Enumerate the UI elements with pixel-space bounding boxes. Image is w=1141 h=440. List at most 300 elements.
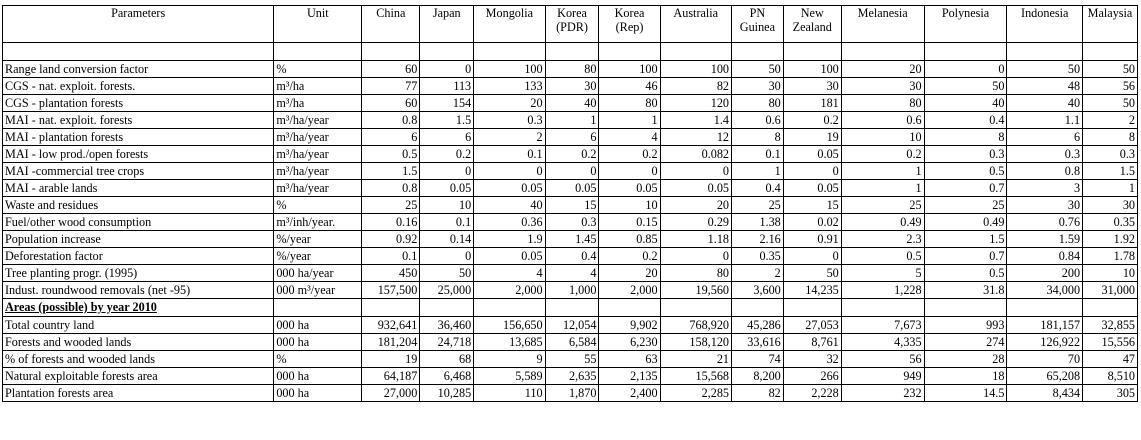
value-cell: 33,616 bbox=[732, 334, 784, 351]
value-cell: 0.05 bbox=[420, 180, 474, 197]
value-cell: 31.8 bbox=[924, 282, 1007, 299]
value-cell: 0.8 bbox=[1007, 163, 1083, 180]
value-cell: 50 bbox=[783, 265, 841, 282]
unit-cell: % bbox=[274, 61, 362, 78]
value-cell: 12 bbox=[660, 129, 731, 146]
value-cell: 0.35 bbox=[732, 248, 784, 265]
value-cell: 0.36 bbox=[474, 214, 545, 231]
value-cell: 0.05 bbox=[660, 180, 731, 197]
value-cell: 6,230 bbox=[599, 334, 660, 351]
column-header: Japan bbox=[420, 6, 474, 43]
column-header: Australia bbox=[660, 6, 731, 43]
value-cell: 7,673 bbox=[841, 317, 924, 334]
value-cell: 15 bbox=[783, 197, 841, 214]
value-cell: 8,510 bbox=[1083, 368, 1138, 385]
value-cell: 156,650 bbox=[474, 317, 545, 334]
empty-cell bbox=[841, 299, 924, 317]
column-header: New Zealand bbox=[783, 6, 841, 43]
value-cell: 64,187 bbox=[362, 368, 420, 385]
value-cell: 768,920 bbox=[660, 317, 731, 334]
unit-cell: %/year bbox=[274, 248, 362, 265]
value-cell: 0.85 bbox=[599, 231, 660, 248]
value-cell: 0.35 bbox=[1083, 214, 1138, 231]
value-cell: 8,434 bbox=[1007, 385, 1083, 402]
value-cell: 1 bbox=[732, 163, 784, 180]
empty-cell bbox=[732, 43, 784, 61]
value-cell: 0.14 bbox=[420, 231, 474, 248]
table-body bbox=[3, 43, 1138, 402]
value-cell: 40 bbox=[1007, 95, 1083, 112]
value-cell: 0 bbox=[420, 248, 474, 265]
unit-cell: m³/ha/year bbox=[274, 146, 362, 163]
value-cell: 15,568 bbox=[660, 368, 731, 385]
value-cell: 2 bbox=[732, 265, 784, 282]
unit-cell: m³/ha/year bbox=[274, 163, 362, 180]
value-cell: 1.4 bbox=[660, 112, 731, 129]
value-cell: 1,228 bbox=[841, 282, 924, 299]
value-cell: 20 bbox=[599, 265, 660, 282]
value-cell: 30 bbox=[1083, 197, 1138, 214]
parameter-cell: Deforestation factor bbox=[3, 248, 274, 265]
unit-cell: 000 ha bbox=[274, 368, 362, 385]
value-cell: 55 bbox=[545, 351, 599, 368]
table-row bbox=[3, 368, 1138, 385]
value-cell: 154 bbox=[420, 95, 474, 112]
value-cell: 100 bbox=[599, 61, 660, 78]
value-cell: 19 bbox=[362, 351, 420, 368]
value-cell: 30 bbox=[1007, 197, 1083, 214]
value-cell: 80 bbox=[545, 61, 599, 78]
value-cell: 0.4 bbox=[545, 248, 599, 265]
value-cell: 21 bbox=[660, 351, 731, 368]
value-cell: 34,000 bbox=[1007, 282, 1083, 299]
empty-cell bbox=[474, 299, 545, 317]
empty-cell bbox=[660, 43, 731, 61]
parameter-cell: MAI -commercial tree crops bbox=[3, 163, 274, 180]
parameter-cell: % of forests and wooded lands bbox=[3, 351, 274, 368]
value-cell: 0.5 bbox=[841, 248, 924, 265]
value-cell: 200 bbox=[1007, 265, 1083, 282]
value-cell: 4 bbox=[474, 265, 545, 282]
parameter-cell: MAI - arable lands bbox=[3, 180, 274, 197]
value-cell: 40 bbox=[924, 95, 1007, 112]
value-cell: 126,922 bbox=[1007, 334, 1083, 351]
value-cell: 5 bbox=[841, 265, 924, 282]
value-cell: 0.15 bbox=[599, 214, 660, 231]
value-cell: 60 bbox=[362, 95, 420, 112]
table-row bbox=[3, 385, 1138, 402]
value-cell: 6 bbox=[420, 129, 474, 146]
value-cell: 19,560 bbox=[660, 282, 731, 299]
value-cell: 0 bbox=[660, 248, 731, 265]
value-cell: 949 bbox=[841, 368, 924, 385]
table-row bbox=[3, 180, 1138, 197]
value-cell: 36,460 bbox=[420, 317, 474, 334]
empty-cell bbox=[1007, 299, 1083, 317]
column-header: Parameters bbox=[3, 6, 274, 43]
header-row bbox=[3, 6, 1138, 43]
section-title: Areas (possible) by year 2010 bbox=[3, 299, 274, 317]
value-cell: 1.9 bbox=[474, 231, 545, 248]
parameter-cell: Population increase bbox=[3, 231, 274, 248]
value-cell: 10,285 bbox=[420, 385, 474, 402]
unit-cell: m³/inh/year. bbox=[274, 214, 362, 231]
value-cell: 100 bbox=[474, 61, 545, 78]
table-row bbox=[3, 129, 1138, 146]
value-cell: 0.4 bbox=[732, 180, 784, 197]
value-cell: 181,157 bbox=[1007, 317, 1083, 334]
value-cell: 120 bbox=[660, 95, 731, 112]
value-cell: 6,468 bbox=[420, 368, 474, 385]
parameter-cell: MAI - low prod./open forests bbox=[3, 146, 274, 163]
value-cell: 15,556 bbox=[1083, 334, 1138, 351]
value-cell: 0.05 bbox=[474, 248, 545, 265]
value-cell: 14.5 bbox=[924, 385, 1007, 402]
value-cell: 2,635 bbox=[545, 368, 599, 385]
empty-cell bbox=[783, 299, 841, 317]
value-cell: 30 bbox=[783, 78, 841, 95]
unit-cell: %/year bbox=[274, 231, 362, 248]
value-cell: 0.3 bbox=[474, 112, 545, 129]
value-cell: 181 bbox=[783, 95, 841, 112]
table-row bbox=[3, 214, 1138, 231]
empty-cell bbox=[841, 43, 924, 61]
value-cell: 18 bbox=[924, 368, 1007, 385]
unit-cell: 000 m³/year bbox=[274, 282, 362, 299]
value-cell: 1 bbox=[545, 112, 599, 129]
value-cell: 266 bbox=[783, 368, 841, 385]
value-cell: 0.2 bbox=[420, 146, 474, 163]
value-cell: 45,286 bbox=[732, 317, 784, 334]
value-cell: 0 bbox=[783, 248, 841, 265]
value-cell: 0.16 bbox=[362, 214, 420, 231]
value-cell: 232 bbox=[841, 385, 924, 402]
value-cell: 56 bbox=[1083, 78, 1138, 95]
empty-cell bbox=[420, 299, 474, 317]
value-cell: 0 bbox=[420, 61, 474, 78]
value-cell: 0.92 bbox=[362, 231, 420, 248]
value-cell: 0.05 bbox=[783, 180, 841, 197]
value-cell: 274 bbox=[924, 334, 1007, 351]
value-cell: 2,000 bbox=[599, 282, 660, 299]
empty-cell bbox=[274, 43, 362, 61]
value-cell: 1 bbox=[599, 112, 660, 129]
value-cell: 77 bbox=[362, 78, 420, 95]
column-header: Mongolia bbox=[474, 6, 545, 43]
empty-cell bbox=[420, 43, 474, 61]
value-cell: 20 bbox=[474, 95, 545, 112]
section-row bbox=[3, 299, 1138, 317]
value-cell: 0.91 bbox=[783, 231, 841, 248]
value-cell: 1.5 bbox=[362, 163, 420, 180]
value-cell: 46 bbox=[599, 78, 660, 95]
value-cell: 8 bbox=[1083, 129, 1138, 146]
spacer-row bbox=[3, 43, 1138, 61]
value-cell: 0.84 bbox=[1007, 248, 1083, 265]
value-cell: 80 bbox=[660, 265, 731, 282]
value-cell: 0.2 bbox=[841, 146, 924, 163]
unit-cell: 000 ha bbox=[274, 334, 362, 351]
value-cell: 6 bbox=[1007, 129, 1083, 146]
value-cell: 0 bbox=[783, 163, 841, 180]
value-cell: 0.5 bbox=[924, 163, 1007, 180]
table-row bbox=[3, 282, 1138, 299]
value-cell: 47 bbox=[1083, 351, 1138, 368]
value-cell: 9 bbox=[474, 351, 545, 368]
column-header: Korea (PDR) bbox=[545, 6, 599, 43]
empty-cell bbox=[660, 299, 731, 317]
value-cell: 50 bbox=[1083, 95, 1138, 112]
value-cell: 25 bbox=[732, 197, 784, 214]
value-cell: 450 bbox=[362, 265, 420, 282]
value-cell: 30 bbox=[841, 78, 924, 95]
value-cell: 40 bbox=[545, 95, 599, 112]
value-cell: 1.18 bbox=[660, 231, 731, 248]
value-cell: 1,000 bbox=[545, 282, 599, 299]
value-cell: 82 bbox=[660, 78, 731, 95]
value-cell: 30 bbox=[545, 78, 599, 95]
value-cell: 110 bbox=[474, 385, 545, 402]
value-cell: 0.1 bbox=[362, 248, 420, 265]
value-cell: 24,718 bbox=[420, 334, 474, 351]
value-cell: 0.4 bbox=[924, 112, 1007, 129]
column-header: Melanesia bbox=[841, 6, 924, 43]
value-cell: 50 bbox=[1007, 61, 1083, 78]
column-header: PN Guinea bbox=[732, 6, 784, 43]
empty-cell bbox=[1083, 43, 1138, 61]
value-cell: 80 bbox=[599, 95, 660, 112]
table-row bbox=[3, 95, 1138, 112]
value-cell: 10 bbox=[420, 197, 474, 214]
value-cell: 63 bbox=[599, 351, 660, 368]
value-cell: 0.7 bbox=[924, 180, 1007, 197]
value-cell: 932,641 bbox=[362, 317, 420, 334]
value-cell: 27,053 bbox=[783, 317, 841, 334]
value-cell: 0.3 bbox=[1083, 146, 1138, 163]
value-cell: 80 bbox=[732, 95, 784, 112]
empty-cell bbox=[732, 299, 784, 317]
value-cell: 0.1 bbox=[732, 146, 784, 163]
value-cell: 0.8 bbox=[362, 112, 420, 129]
value-cell: 157,500 bbox=[362, 282, 420, 299]
value-cell: 1 bbox=[841, 163, 924, 180]
value-cell: 1.45 bbox=[545, 231, 599, 248]
value-cell: 1.5 bbox=[1083, 163, 1138, 180]
value-cell: 2,400 bbox=[599, 385, 660, 402]
value-cell: 1.1 bbox=[1007, 112, 1083, 129]
empty-cell bbox=[599, 299, 660, 317]
value-cell: 3,600 bbox=[732, 282, 784, 299]
value-cell: 0.6 bbox=[732, 112, 784, 129]
value-cell: 8,761 bbox=[783, 334, 841, 351]
value-cell: 0.5 bbox=[924, 265, 1007, 282]
parameter-cell: Total country land bbox=[3, 317, 274, 334]
value-cell: 0.1 bbox=[474, 146, 545, 163]
value-cell: 0.05 bbox=[783, 146, 841, 163]
value-cell: 0.05 bbox=[545, 180, 599, 197]
unit-cell: 000 ha bbox=[274, 317, 362, 334]
value-cell: 305 bbox=[1083, 385, 1138, 402]
table-row bbox=[3, 265, 1138, 282]
value-cell: 0.76 bbox=[1007, 214, 1083, 231]
value-cell: 158,120 bbox=[660, 334, 731, 351]
value-cell: 1.92 bbox=[1083, 231, 1138, 248]
value-cell: 2 bbox=[474, 129, 545, 146]
column-header: Korea (Rep) bbox=[599, 6, 660, 43]
value-cell: 0 bbox=[474, 163, 545, 180]
value-cell: 56 bbox=[841, 351, 924, 368]
value-cell: 1.78 bbox=[1083, 248, 1138, 265]
value-cell: 40 bbox=[474, 197, 545, 214]
value-cell: 0.1 bbox=[420, 214, 474, 231]
value-cell: 2,000 bbox=[474, 282, 545, 299]
value-cell: 74 bbox=[732, 351, 784, 368]
empty-cell bbox=[362, 299, 420, 317]
value-cell: 0.3 bbox=[1007, 146, 1083, 163]
parameter-cell: Forests and wooded lands bbox=[3, 334, 274, 351]
value-cell: 50 bbox=[420, 265, 474, 282]
value-cell: 4 bbox=[599, 129, 660, 146]
value-cell: 25 bbox=[362, 197, 420, 214]
value-cell: 9,902 bbox=[599, 317, 660, 334]
column-header: Indonesia bbox=[1007, 6, 1083, 43]
value-cell: 0.29 bbox=[660, 214, 731, 231]
table-row bbox=[3, 61, 1138, 78]
value-cell: 181,204 bbox=[362, 334, 420, 351]
value-cell: 100 bbox=[660, 61, 731, 78]
value-cell: 1.38 bbox=[732, 214, 784, 231]
value-cell: 0 bbox=[660, 163, 731, 180]
value-cell: 8,200 bbox=[732, 368, 784, 385]
table-row bbox=[3, 146, 1138, 163]
value-cell: 0.082 bbox=[660, 146, 731, 163]
value-cell: 13,685 bbox=[474, 334, 545, 351]
value-cell: 2,285 bbox=[660, 385, 731, 402]
value-cell: 0.49 bbox=[841, 214, 924, 231]
value-cell: 0 bbox=[599, 163, 660, 180]
value-cell: 10 bbox=[599, 197, 660, 214]
value-cell: 4,335 bbox=[841, 334, 924, 351]
parameter-cell: Indust. roundwood removals (net -95) bbox=[3, 282, 274, 299]
empty-cell bbox=[545, 299, 599, 317]
value-cell: 0.49 bbox=[924, 214, 1007, 231]
value-cell: 27,000 bbox=[362, 385, 420, 402]
value-cell: 0.6 bbox=[841, 112, 924, 129]
value-cell: 0.8 bbox=[362, 180, 420, 197]
value-cell: 0.3 bbox=[924, 146, 1007, 163]
value-cell: 0 bbox=[924, 61, 1007, 78]
empty-cell bbox=[274, 299, 362, 317]
table-row bbox=[3, 163, 1138, 180]
value-cell: 32 bbox=[783, 351, 841, 368]
value-cell: 0.05 bbox=[599, 180, 660, 197]
value-cell: 28 bbox=[924, 351, 1007, 368]
parameter-cell: Plantation forests area bbox=[3, 385, 274, 402]
value-cell: 0 bbox=[420, 163, 474, 180]
empty-cell bbox=[545, 43, 599, 61]
table-row bbox=[3, 112, 1138, 129]
parameter-cell: Natural exploitable forests area bbox=[3, 368, 274, 385]
value-cell: 50 bbox=[924, 78, 1007, 95]
parameter-cell: MAI - nat. exploit. forests bbox=[3, 112, 274, 129]
value-cell: 80 bbox=[841, 95, 924, 112]
value-cell: 12,054 bbox=[545, 317, 599, 334]
column-header: Malaysia bbox=[1083, 6, 1138, 43]
value-cell: 2.3 bbox=[841, 231, 924, 248]
value-cell: 50 bbox=[1083, 61, 1138, 78]
value-cell: 82 bbox=[732, 385, 784, 402]
value-cell: 2,135 bbox=[599, 368, 660, 385]
column-header: Polynesia bbox=[924, 6, 1007, 43]
forestry-parameters-table bbox=[2, 5, 1138, 402]
value-cell: 4 bbox=[545, 265, 599, 282]
value-cell: 3 bbox=[1007, 180, 1083, 197]
value-cell: 25 bbox=[841, 197, 924, 214]
value-cell: 2,228 bbox=[783, 385, 841, 402]
value-cell: 0.2 bbox=[783, 112, 841, 129]
parameter-cell: Fuel/other wood consumption bbox=[3, 214, 274, 231]
unit-cell: m³/ha/year bbox=[274, 129, 362, 146]
value-cell: 0.5 bbox=[362, 146, 420, 163]
value-cell: 1,870 bbox=[545, 385, 599, 402]
value-cell: 31,000 bbox=[1083, 282, 1138, 299]
empty-cell bbox=[3, 43, 274, 61]
table-row bbox=[3, 248, 1138, 265]
empty-cell bbox=[362, 43, 420, 61]
value-cell: 1 bbox=[1083, 180, 1138, 197]
value-cell: 20 bbox=[660, 197, 731, 214]
value-cell: 0.7 bbox=[924, 248, 1007, 265]
table-row bbox=[3, 317, 1138, 334]
value-cell: 32,855 bbox=[1083, 317, 1138, 334]
empty-cell bbox=[924, 299, 1007, 317]
parameter-cell: CGS - nat. exploit. forests. bbox=[3, 78, 274, 95]
value-cell: 15 bbox=[545, 197, 599, 214]
value-cell: 68 bbox=[420, 351, 474, 368]
empty-cell bbox=[924, 43, 1007, 61]
value-cell: 25 bbox=[924, 197, 1007, 214]
value-cell: 14,235 bbox=[783, 282, 841, 299]
empty-cell bbox=[474, 43, 545, 61]
value-cell: 0.2 bbox=[545, 146, 599, 163]
table-row bbox=[3, 197, 1138, 214]
value-cell: 30 bbox=[732, 78, 784, 95]
value-cell: 100 bbox=[783, 61, 841, 78]
value-cell: 993 bbox=[924, 317, 1007, 334]
value-cell: 1 bbox=[841, 180, 924, 197]
parameter-cell: CGS - plantation forests bbox=[3, 95, 274, 112]
empty-cell bbox=[783, 43, 841, 61]
value-cell: 0.3 bbox=[545, 214, 599, 231]
value-cell: 0.2 bbox=[599, 146, 660, 163]
value-cell: 60 bbox=[362, 61, 420, 78]
unit-cell: 000 ha bbox=[274, 385, 362, 402]
value-cell: 5,589 bbox=[474, 368, 545, 385]
value-cell: 10 bbox=[841, 129, 924, 146]
value-cell: 0.2 bbox=[599, 248, 660, 265]
unit-cell: % bbox=[274, 351, 362, 368]
value-cell: 2 bbox=[1083, 112, 1138, 129]
table-row bbox=[3, 334, 1138, 351]
parameter-cell: MAI - plantation forests bbox=[3, 129, 274, 146]
table-row bbox=[3, 351, 1138, 368]
table-row bbox=[3, 231, 1138, 248]
value-cell: 113 bbox=[420, 78, 474, 95]
value-cell: 65,208 bbox=[1007, 368, 1083, 385]
unit-cell: m³/ha bbox=[274, 78, 362, 95]
unit-cell: m³/ha bbox=[274, 95, 362, 112]
value-cell: 10 bbox=[1083, 265, 1138, 282]
